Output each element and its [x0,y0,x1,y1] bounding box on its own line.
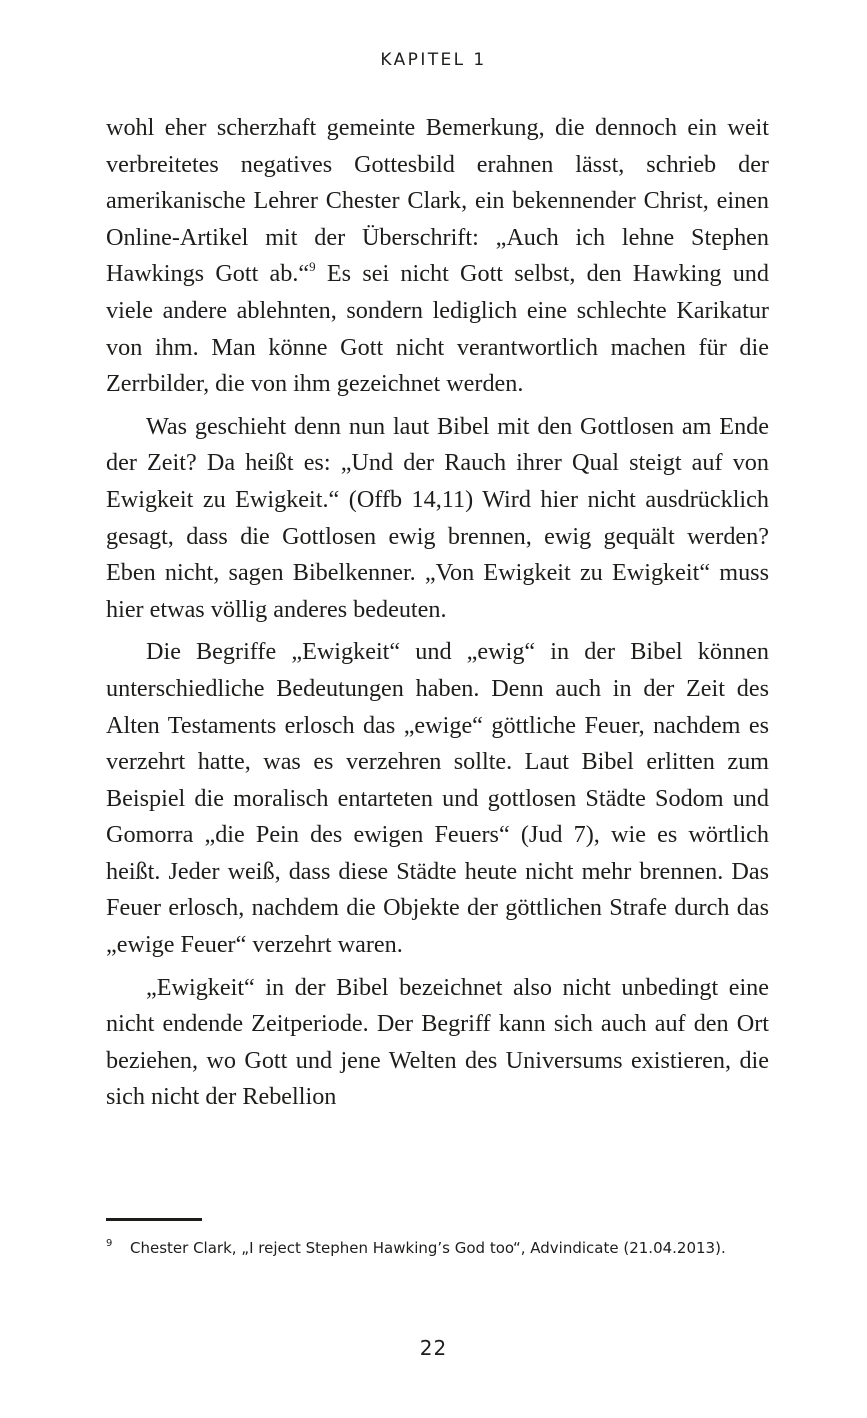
footnote [106,1236,726,1260]
paragraph-1 [106,110,769,403]
body-text [106,110,769,1122]
paragraph-3: Die Begriffe „Ewigkeit“ und „ewig“ in der Bibel können unterschiedliche Bedeutungen haben. Denn auch in der Zeit des Alten Testaments erlosch das „ewige“ göttliche Feuer, nachdem es verzehrt hatte, was es verzehren sollte. Laut Bibel erlitten zum Beispiel die moralisch entarteten und gottlosen Städte Sodom und Gomorra „die Pein des ewigen Feuers“ (Jud 7), wie es wörtlich heißt. Jeder weiß, dass diese Städte heute nicht mehr brennen. Das Feuer erlosch, nachdem die Objekte der göttlichen Strafe durch das „ewige Feuer“ verzehrt waren. [106,638,769,959]
footnote-number: 9 [106,1238,113,1249]
paragraph-2: Was geschieht denn nun laut Bibel mit den Gottlosen am Ende der Zeit? Da heißt es: „Und der Rauch ihrer Qual steigt auf von Ewigkeit zu Ewigkeit.“ (Offb 14,11) Wird hier nicht ausdrücklich gesagt, dass die Gottlosen ewig brennen, ewig gequält werden? Eben nicht, sagen Bibelkenner. „Von Ewigkeit zu Ewigkeit“ muss hier etwas völlig anderes bedeuten. [106,412,769,623]
footnote-divider [106,1218,202,1221]
running-head: KAPITEL 1 [380,50,487,70]
paragraph-1-text-before-ref: wohl eher scherzhaft gemeinte Bemerkung, die dennoch ein weit verbreitetes negatives Gottesbild erahnen lässt, schrieb der amerikanische Lehrer Chester Clark, ein bekennender Christ, einen Online-Artikel mit der Überschrift: „Auch ich lehne Stephen Hawkings Gott ab.“ [106,114,769,288]
paragraph-1-text-after-ref: Es sei nicht Gott selbst, den Hawking und viele andere ablehnten, sondern lediglich eine schlechte Karikatur von ihm. Man könne Gott nicht verantwortlich machen für die Zerrbilder, die von ihm gezeichnet werden. [106,260,769,398]
paragraph-4: „Ewigkeit“ in der Bibel bezeichnet also nicht unbedingt eine nicht endende Zeitperiode. Der Begriff kann sich auch auf den Ort beziehen, wo Gott und jene Welten des Universums existieren, die sich nicht der Rebellion [106,973,769,1111]
footnote-text: Chester Clark, „I reject Stephen Hawking’s God too“, Advindicate (21.04.2013). [130,1239,726,1257]
footnote-reference: 9 [309,259,316,275]
page-number: 22 [419,1336,448,1360]
